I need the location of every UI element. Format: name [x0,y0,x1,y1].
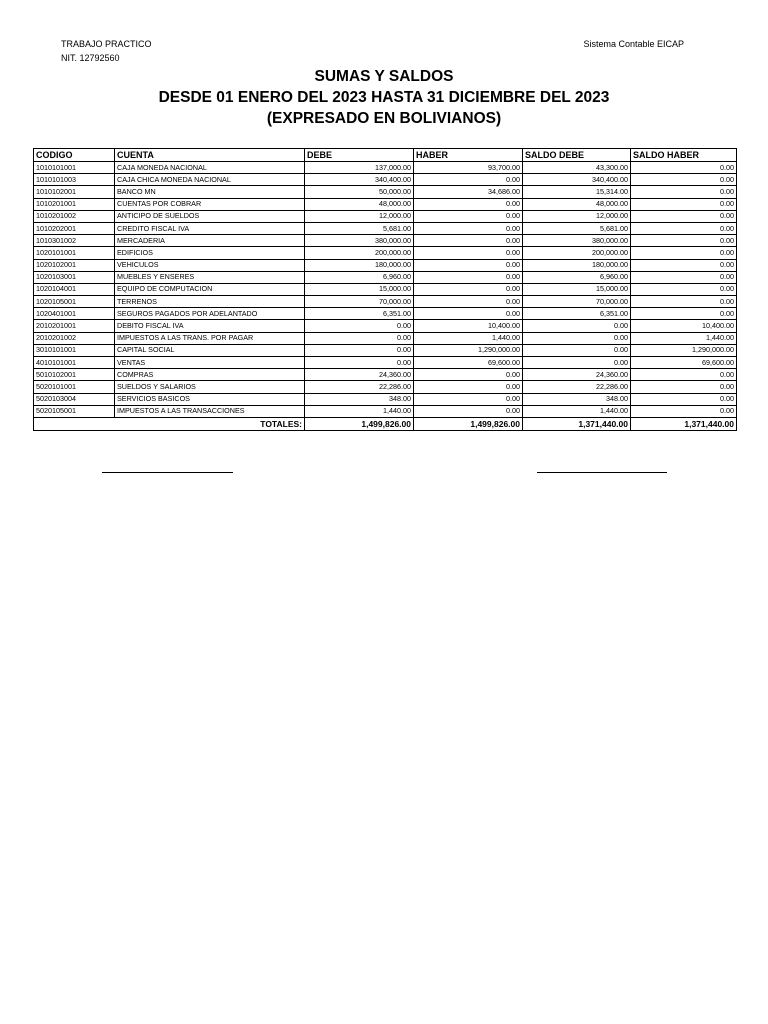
cell-haber: 93,700.00 [414,162,523,174]
cell-codigo: 5020101001 [34,381,115,393]
cell-cuenta: DEBITO FISCAL IVA [115,320,305,332]
cell-saldo-haber: 1,440.00 [631,332,737,344]
table-row [34,210,737,222]
cell-haber: 0.00 [414,271,523,283]
cell-codigo: 1010201001 [34,198,115,210]
table-row [34,247,737,259]
cell-cuenta: CAJA CHICA MONEDA NACIONAL [115,174,305,186]
cell-haber: 1,290,000.00 [414,344,523,356]
column-header-saldo-debe: SALDO DEBE [523,149,631,162]
cell-cuenta: VENTAS [115,357,305,369]
report-period: DESDE 01 ENERO DEL 2023 HASTA 31 DICIEMBRE DEL 2023 [158,89,610,106]
report-title: SUMAS Y SALDOS [314,68,454,85]
cell-debe: 180,000.00 [305,259,414,271]
column-header-haber: HABER [414,149,523,162]
cell-saldo-haber: 0.00 [631,198,737,210]
cell-cuenta: ANTICIPO DE SUELDOS [115,210,305,222]
cell-saldo-haber: 0.00 [631,405,737,417]
cell-haber: 10,400.00 [414,320,523,332]
cell-haber: 0.00 [414,381,523,393]
cell-debe: 137,000.00 [305,162,414,174]
cell-codigo: 3010101001 [34,344,115,356]
cell-saldo-haber: 0.00 [631,308,737,320]
cell-saldo-debe: 6,960.00 [523,271,631,283]
cell-haber: 0.00 [414,393,523,405]
cell-saldo-debe: 340,400.00 [523,174,631,186]
signature-line-left [102,472,233,473]
table-row [34,357,737,369]
cell-saldo-haber: 0.00 [631,381,737,393]
cell-haber: 0.00 [414,235,523,247]
cell-haber: 0.00 [414,247,523,259]
cell-debe: 340,400.00 [305,174,414,186]
cell-saldo-debe: 0.00 [523,320,631,332]
cell-saldo-debe: 0.00 [523,332,631,344]
cell-debe: 0.00 [305,357,414,369]
cell-debe: 1,440.00 [305,405,414,417]
cell-saldo-debe: 348.00 [523,393,631,405]
cell-saldo-debe: 70,000.00 [523,296,631,308]
cell-codigo: 5020103004 [34,393,115,405]
cell-debe: 48,000.00 [305,198,414,210]
cell-haber: 0.00 [414,369,523,381]
cell-cuenta: EDIFICIOS [115,247,305,259]
table-row [34,308,737,320]
cell-haber: 0.00 [414,283,523,295]
cell-cuenta: IMPUESTOS A LAS TRANSACCIONES [115,405,305,417]
cell-haber: 0.00 [414,296,523,308]
cell-saldo-haber: 1,290,000.00 [631,344,737,356]
cell-debe: 6,351.00 [305,308,414,320]
column-header-saldo-haber: SALDO HABER [631,149,737,162]
cell-cuenta: CREDITO FISCAL IVA [115,222,305,234]
cell-codigo: 1010201002 [34,210,115,222]
cell-saldo-haber: 0.00 [631,393,737,405]
cell-saldo-haber: 0.00 [631,210,737,222]
cell-debe: 12,000.00 [305,210,414,222]
report-currency: (EXPRESADO EN BOLIVIANOS) [266,110,502,127]
table-header-row [34,149,737,162]
cell-cuenta: CAPITAL SOCIAL [115,344,305,356]
cell-saldo-haber: 0.00 [631,369,737,381]
cell-haber: 0.00 [414,210,523,222]
cell-saldo-debe: 48,000.00 [523,198,631,210]
cell-saldo-haber: 0.00 [631,271,737,283]
cell-haber: 69,600.00 [414,357,523,369]
cell-cuenta: VEHICULOS [115,259,305,271]
cell-saldo-haber: 0.00 [631,283,737,295]
cell-saldo-debe: 24,360.00 [523,369,631,381]
table-row [34,186,737,198]
cell-saldo-debe: 15,000.00 [523,283,631,295]
cell-saldo-debe: 1,440.00 [523,405,631,417]
document-label: TRABAJO PRACTICO [61,39,152,49]
cell-cuenta: SEGUROS PAGADOS POR ADELANTADO [115,308,305,320]
table-row [34,198,737,210]
nit-number: NIT. 12792560 [61,52,120,63]
cell-saldo-haber: 0.00 [631,247,737,259]
cell-haber: 0.00 [414,198,523,210]
table-body [34,162,737,418]
cell-cuenta: MUEBLES Y ENSERES [115,271,305,283]
cell-codigo: 5010102001 [34,369,115,381]
cell-cuenta: BANCO MN [115,186,305,198]
system-name: Sistema Contable EICAP [583,39,684,49]
cell-codigo: 2010201002 [34,332,115,344]
cell-saldo-debe: 12,000.00 [523,210,631,222]
total-saldo-haber: 1,371,440.00 [631,417,737,430]
cell-codigo: 1010101003 [34,174,115,186]
table-row [34,369,737,381]
cell-saldo-debe: 6,351.00 [523,308,631,320]
cell-cuenta: COMPRAS [115,369,305,381]
totals-label: TOTALES: [34,417,305,430]
cell-debe: 0.00 [305,332,414,344]
cell-cuenta: MERCADERIA [115,235,305,247]
cell-codigo: 1020101001 [34,247,115,259]
cell-codigo: 1020401001 [34,308,115,320]
cell-codigo: 1020104001 [34,283,115,295]
cell-debe: 5,681.00 [305,222,414,234]
total-saldo-debe: 1,371,440.00 [523,417,631,430]
cell-codigo: 1010202001 [34,222,115,234]
cell-debe: 15,000.00 [305,283,414,295]
cell-debe: 0.00 [305,344,414,356]
cell-cuenta: TERRENOS [115,296,305,308]
cell-saldo-debe: 5,681.00 [523,222,631,234]
cell-haber: 0.00 [414,308,523,320]
table-row [34,332,737,344]
report-title-block [0,66,768,129]
cell-haber: 34,686.00 [414,186,523,198]
cell-codigo: 1020105001 [34,296,115,308]
cell-saldo-haber: 0.00 [631,174,737,186]
document-header-left [61,38,152,65]
column-header-cuenta: CUENTA [115,149,305,162]
cell-haber: 0.00 [414,405,523,417]
table-row [34,174,737,186]
cell-saldo-haber: 0.00 [631,186,737,198]
cell-saldo-haber: 69,600.00 [631,357,737,369]
table-row [34,393,737,405]
cell-codigo: 2010201001 [34,320,115,332]
trial-balance-table [33,148,737,431]
cell-debe: 24,360.00 [305,369,414,381]
cell-saldo-debe: 43,300.00 [523,162,631,174]
cell-saldo-haber: 0.00 [631,162,737,174]
table-row [34,381,737,393]
signature-line-right [537,472,667,473]
column-header-debe: DEBE [305,149,414,162]
cell-codigo: 1020103001 [34,271,115,283]
total-haber: 1,499,826.00 [414,417,523,430]
cell-cuenta: SERVICIOS BASICOS [115,393,305,405]
cell-debe: 380,000.00 [305,235,414,247]
cell-saldo-debe: 22,286.00 [523,381,631,393]
cell-debe: 0.00 [305,320,414,332]
cell-saldo-debe: 0.00 [523,344,631,356]
cell-codigo: 1010301002 [34,235,115,247]
cell-cuenta: SUELDOS Y SALARIOS [115,381,305,393]
cell-debe: 200,000.00 [305,247,414,259]
table-row [34,222,737,234]
cell-codigo: 4010101001 [34,357,115,369]
table-row [34,320,737,332]
cell-saldo-debe: 0.00 [523,357,631,369]
totals-row [34,417,737,430]
cell-codigo: 1020102001 [34,259,115,271]
cell-debe: 6,960.00 [305,271,414,283]
table-row [34,344,737,356]
cell-saldo-haber: 0.00 [631,259,737,271]
cell-haber: 0.00 [414,259,523,271]
cell-saldo-haber: 0.00 [631,296,737,308]
cell-saldo-haber: 10,400.00 [631,320,737,332]
cell-haber: 0.00 [414,174,523,186]
cell-saldo-debe: 180,000.00 [523,259,631,271]
cell-cuenta: IMPUESTOS A LAS TRANS. POR PAGAR [115,332,305,344]
cell-codigo: 5020105001 [34,405,115,417]
cell-debe: 348.00 [305,393,414,405]
cell-debe: 50,000.00 [305,186,414,198]
table-row [34,283,737,295]
cell-saldo-debe: 15,314.00 [523,186,631,198]
cell-haber: 1,440.00 [414,332,523,344]
column-header-codigo: CODIGO [34,149,115,162]
cell-saldo-debe: 200,000.00 [523,247,631,259]
table-row [34,162,737,174]
cell-debe: 70,000.00 [305,296,414,308]
total-debe: 1,499,826.00 [305,417,414,430]
cell-cuenta: CUENTAS POR COBRAR [115,198,305,210]
cell-saldo-debe: 380,000.00 [523,235,631,247]
cell-debe: 22,286.00 [305,381,414,393]
table-row [34,259,737,271]
cell-cuenta: CAJA MONEDA NACIONAL [115,162,305,174]
table-row [34,405,737,417]
cell-haber: 0.00 [414,222,523,234]
table-row [34,235,737,247]
cell-codigo: 1010101001 [34,162,115,174]
cell-cuenta: EQUIPO DE COMPUTACION [115,283,305,295]
cell-saldo-haber: 0.00 [631,235,737,247]
table-row [34,271,737,283]
cell-saldo-haber: 0.00 [631,222,737,234]
cell-codigo: 1010102001 [34,186,115,198]
table-row [34,296,737,308]
